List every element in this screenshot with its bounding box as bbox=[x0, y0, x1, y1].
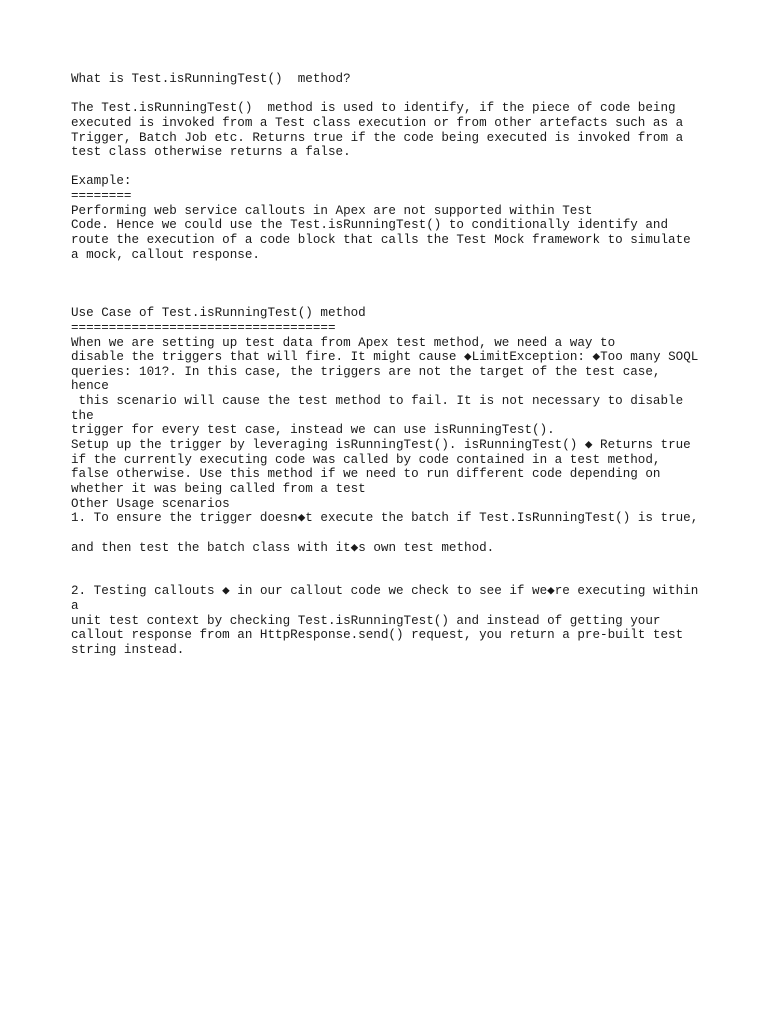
text-line: queries: 101?. In this case, the triggers are not the target of the test case, bbox=[71, 364, 661, 379]
use-case-heading: Use Case of Test.isRunningTest() method bbox=[71, 306, 366, 321]
heading-question: What is Test.isRunningTest() method? bbox=[71, 72, 351, 86]
list-item-1: 1. To ensure the trigger doesn◆t execute the batch if Test.IsRunningTest() is true, bbox=[71, 511, 699, 526]
text-line: Setup up the trigger by leveraging isRunningTest(). isRunningTest() ◆ Returns true bbox=[71, 438, 691, 453]
text-line: and then test the batch class with it◆s own test method. bbox=[71, 540, 495, 555]
text-line: false otherwise. Use this method if we need to run different code depending on bbox=[71, 467, 661, 482]
blank-line bbox=[71, 555, 711, 570]
text-line: the bbox=[71, 408, 94, 423]
blank-line bbox=[71, 277, 711, 292]
text-line: Code. Hence we could use the Test.isRunningTest() to conditionally identify and bbox=[71, 218, 669, 233]
other-usage-heading: Other Usage scenarios bbox=[71, 496, 230, 511]
blank-line bbox=[71, 570, 711, 585]
text-line: route the execution of a code block that calls the Test Mock framework to simulate bbox=[71, 233, 691, 248]
blank-line bbox=[71, 87, 711, 102]
text-line: string instead. bbox=[71, 642, 185, 657]
list-item-2: 2. Testing callouts ◆ in our callout code we check to see if we◆re executing within bbox=[71, 584, 699, 599]
text-line: executed is invoked from a Test class execution or from other artefacts such as a bbox=[71, 115, 684, 130]
text-line: Trigger, Batch Job etc. Returns true if the code being executed is invoked from a bbox=[71, 130, 684, 145]
text-line: a mock, callout response. bbox=[71, 247, 260, 262]
text-line: trigger for every test case, instead we can use isRunningTest(). bbox=[71, 423, 555, 438]
blank-line bbox=[71, 262, 711, 277]
blank-line bbox=[71, 526, 711, 541]
text-line: whether it was being called from a test bbox=[71, 481, 366, 496]
text-line: if the currently executing code was called by code contained in a test method, bbox=[71, 452, 661, 467]
text-line: disable the triggers that will fire. It might cause ◆LimitException: ◆Too many SOQL bbox=[71, 350, 699, 365]
example-underline: ======== bbox=[71, 189, 132, 204]
text-line: test class otherwise returns a false. bbox=[71, 145, 351, 160]
text-line: this scenario will cause the test method to fail. It is not necessary to disable bbox=[71, 394, 684, 409]
text-line: The Test.isRunningTest() method is used to identify, if the piece of code being bbox=[71, 101, 676, 116]
text-line: a bbox=[71, 599, 79, 614]
text-line: hence bbox=[71, 379, 109, 394]
example-heading: Example: bbox=[71, 174, 132, 189]
document-body bbox=[71, 72, 711, 658]
text-line: unit test context by checking Test.isRunningTest() and instead of getting your bbox=[71, 613, 661, 628]
text-line: Performing web service callouts in Apex are not supported within Test bbox=[71, 203, 593, 218]
text-line: When we are setting up test data from Apex test method, we need a way to bbox=[71, 335, 616, 350]
blank-line bbox=[71, 160, 711, 175]
use-case-underline: =================================== bbox=[71, 320, 336, 335]
text-line: callout response from an HttpResponse.send() request, you return a pre-built test bbox=[71, 628, 684, 643]
blank-line bbox=[71, 292, 711, 307]
